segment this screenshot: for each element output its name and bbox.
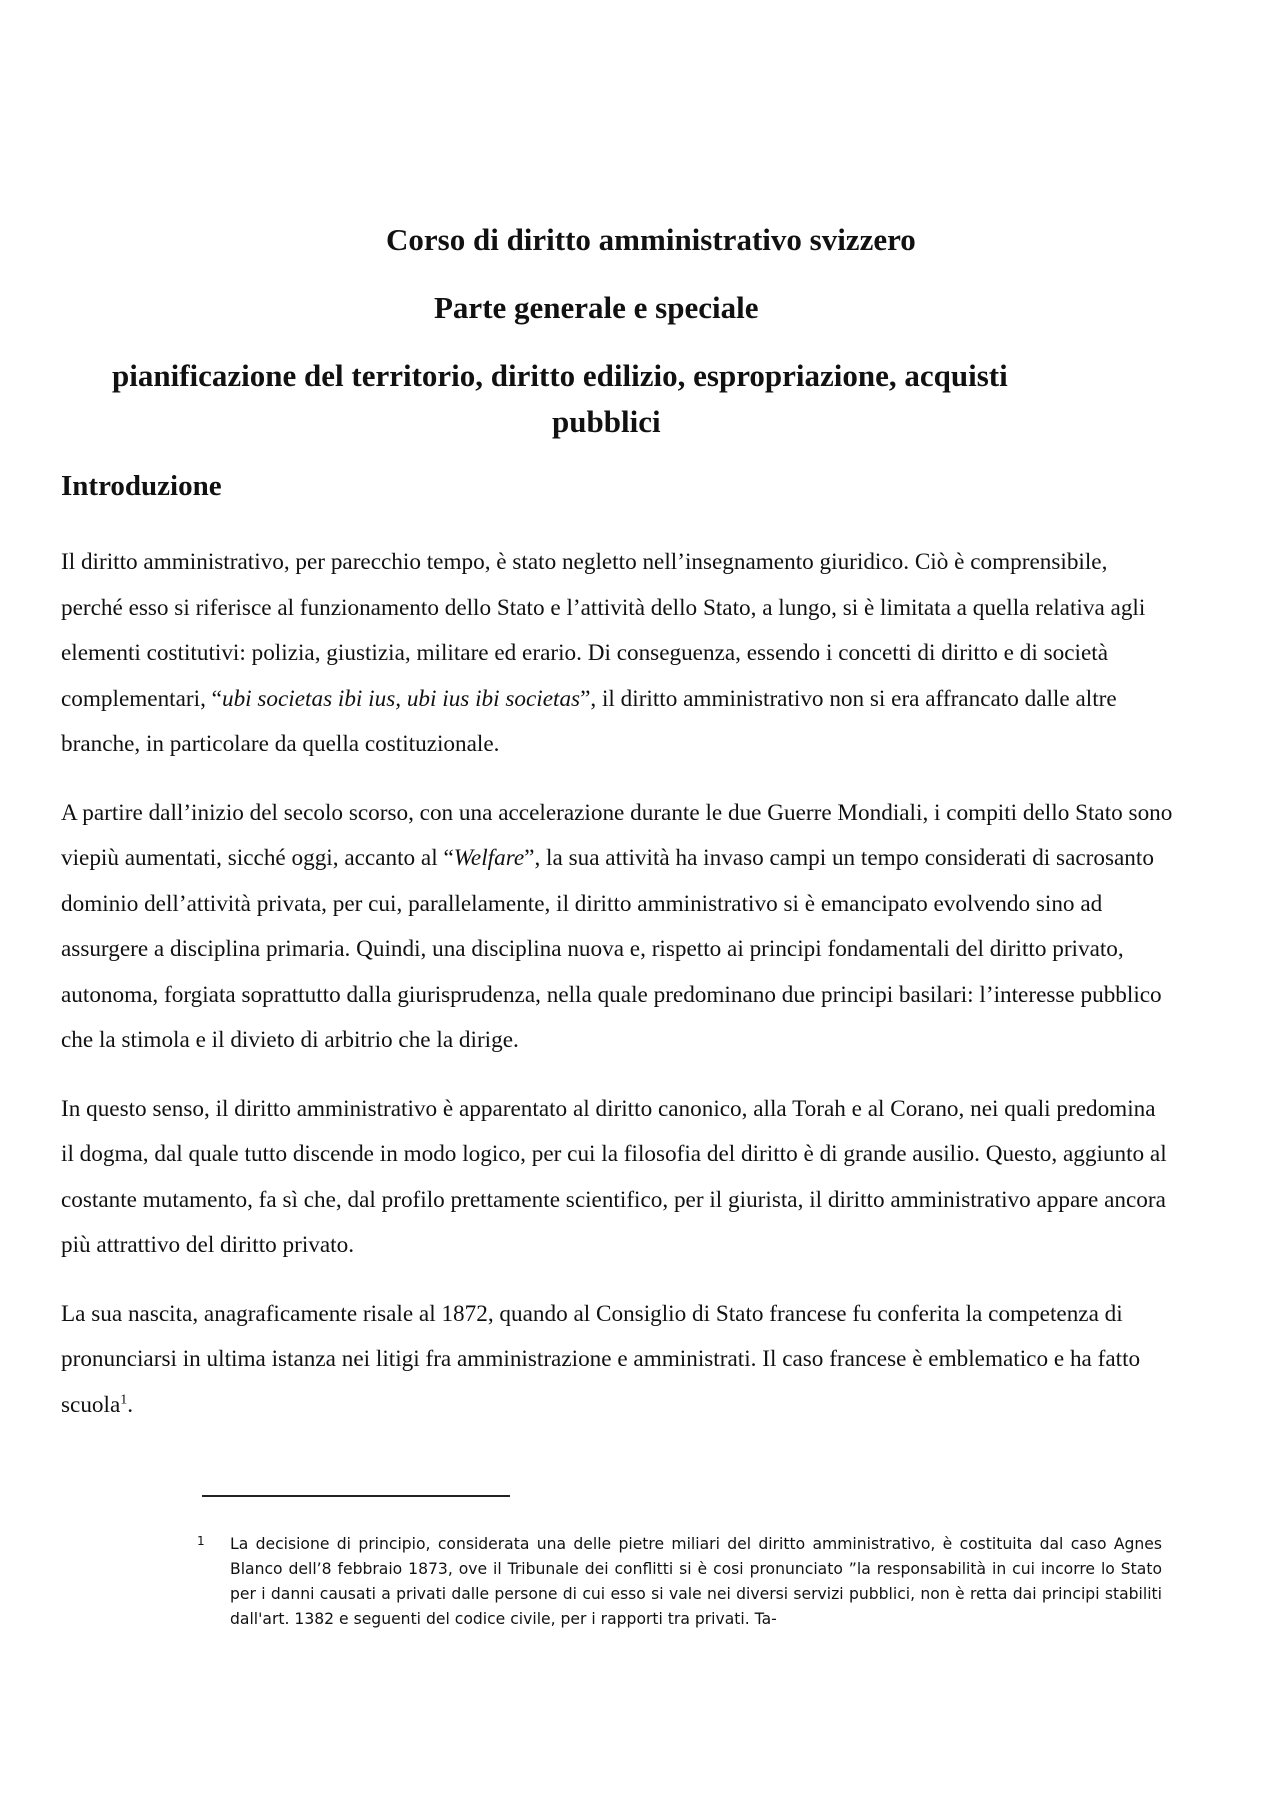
paragraph-2-text-b: ”, la sua attività ha invaso campi un tempo considerati di sacrosanto dominio dell’attività privata, per cui, parallelamente, il diritto amministrativo si è emancipato evolvendo sino ad assurgere a disciplina primaria. Quindi, una disciplina nuova e, rispetto ai principi fondamentali del diritto privato, autonoma, forgiata soprattutto dalla giurisprudenza, nella quale predominano due principi basilari: l’interesse pubblico che la stimola e il divieto di arbitrio che la dirige. bbox=[61, 845, 1162, 1053]
footnote bbox=[197, 1532, 1162, 1632]
paragraph-4 bbox=[61, 1292, 1173, 1429]
paragraph-1-text-a: Il diritto amministrativo, per parecchio tempo, è stato negletto nell’insegnamento giuridico. Ciò è comprensibile, perché esso si riferisce al funzionamento dello Stato e l’attività dello Stato, a lungo, si è limitata a quella relativa agli elementi costitutivi: polizia, giustizia, militare ed erario. Di conseguenza, essendo i concetti di diritto e di società complementari, “ bbox=[61, 549, 1146, 712]
footnote-text: La decisione di principio, considerata una delle pietre miliari del diritto amministrativo, è costituita dal caso Agnes Blanco dell’8 febbraio 1873, ove il Tribunale dei conflitti si è cosi pronunciato ”la responsabilità in cui incorre lo Stato per i danni causati a privati dalle persone di cui esso si vale nei diversi servizi pubblici, non è retta dai principi stabiliti dall'art. 1382 e seguenti del codice civile, per i rapporti tra privati. Ta- bbox=[230, 1535, 1162, 1628]
paragraph-2-welfare: Welfare bbox=[453, 845, 525, 871]
paragraph-4-end: . bbox=[127, 1391, 134, 1418]
paragraph-2-text-a: A partire dall’inizio del secolo scorso, con una accelerazione durante le due Guerre Mondiali, i compiti dello Stato sono viepiù aumentati, sicché oggi, accanto al “ bbox=[61, 799, 1173, 871]
footnote-reference[interactable]: 1 bbox=[120, 1391, 128, 1407]
paragraph-2 bbox=[61, 791, 1173, 1064]
title-line-subtitle: Parte generale e speciale bbox=[434, 290, 759, 325]
title-line-topics-cont: pubblici bbox=[552, 404, 661, 439]
paragraph-1-text-b: ”, il diritto amministrativo non si era affrancato dalle altre branche, in particolare da quella costituzionale. bbox=[61, 685, 1117, 757]
footnote-separator bbox=[202, 1495, 510, 1497]
title-line-topics: pianificazione del territorio, diritto edilizio, espropriazione, acquisti bbox=[112, 358, 1008, 393]
body-text bbox=[61, 540, 1173, 1451]
section-heading: Introduzione bbox=[61, 470, 222, 502]
footnote-mark: 1 bbox=[197, 1534, 205, 1548]
title-line-main: Corso di diritto amministrativo svizzero bbox=[386, 222, 916, 257]
paragraph-3: In questo senso, il diritto amministrativo è apparentato al diritto canonico, alla Torah e al Corano, nei quali predomina il dogma, dal quale tutto discende in modo logico, per cui la filosofia del diritto è di grande ausilio. Questo, aggiunto al costante mutamento, fa sì che, dal profilo prettamente scientifico, per il giurista, il diritto amministrativo appare ancora più attrattivo del diritto privato. bbox=[61, 1095, 1167, 1258]
paragraph-1-latin-quote: ubi societas ibi ius, ubi ius ibi societas bbox=[221, 685, 581, 712]
paragraph-4-text: La sua nascita, anagraficamente risale al 1872, quando al Consiglio di Stato francese fu conferita la competenza di pronunciarsi in ultima istanza nei litigi fra amministrazione e amministrati. Il caso francese è emblematico e ha fatto scuola bbox=[61, 1300, 1141, 1418]
paragraph-1 bbox=[61, 540, 1173, 768]
